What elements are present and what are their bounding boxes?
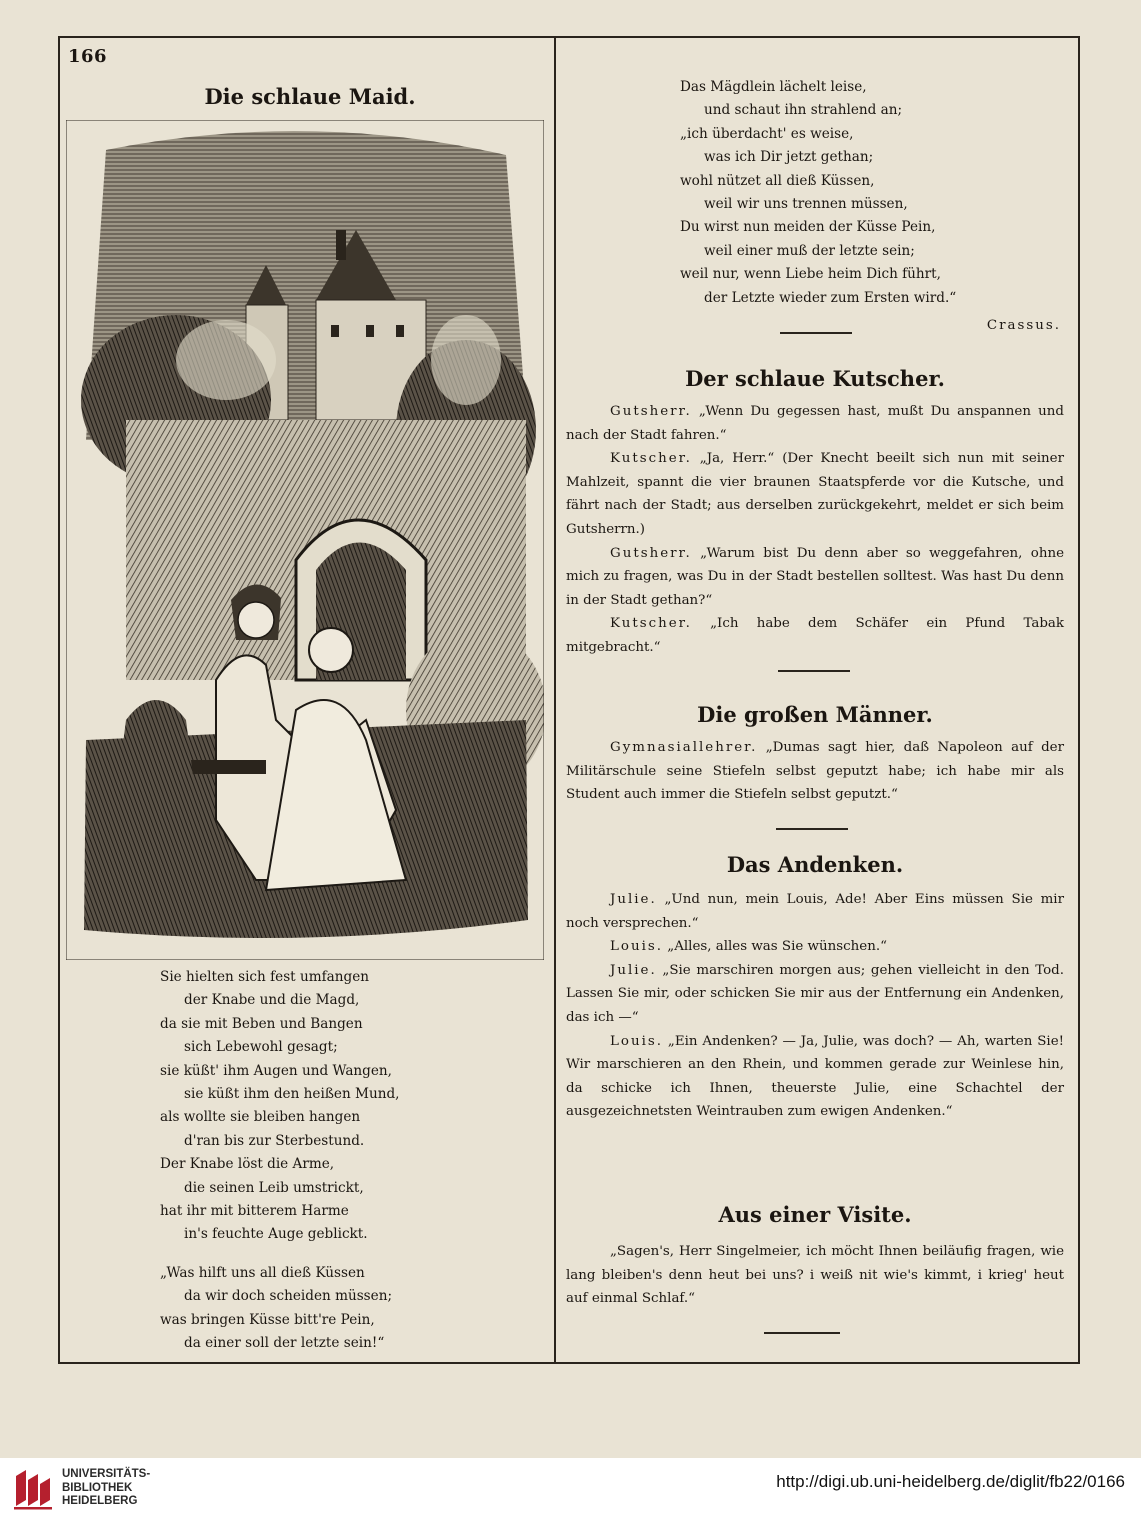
verse-line: sie küßt' ihm Augen und Wangen, — [160, 1062, 392, 1079]
verse-line: weil einer muß der letzte sein; — [704, 242, 915, 259]
verse-line: als wollte sie bleiben hangen — [160, 1109, 361, 1126]
dialogue-paragraph — [566, 447, 1064, 541]
poem-stanza-3 — [680, 76, 956, 310]
left-rule — [58, 36, 60, 1363]
dialogue-paragraph — [566, 400, 1064, 447]
library-name-line: BIBLIOTHEK — [62, 1481, 133, 1494]
verse-line: Sie hielten sich fest umfangen — [160, 969, 369, 985]
verse-line: die seinen Leib umstrickt, — [184, 1179, 364, 1196]
verse-line: hat ihr mit bitterem Harme — [160, 1203, 349, 1220]
source-url-link[interactable]: http://digi.ub.uni-heidelberg.de/diglit/fb22/0166 — [776, 1472, 1125, 1491]
verse-line: d'ran bis zur Sterbestund. — [184, 1132, 365, 1149]
dialogue-text: „Alles, alles was Sie wünschen.“ — [667, 939, 887, 955]
dialogue-text: „Ein Andenken? — Ja, Julie, was doch? — Ah, warten Sie! Wir marschieren an den Rhein, und kommen gerade zur Weinlese hin, da schicke ich Ihnen, theuerste Julie, eine Schachtel der ausgezeichnetsten Weintrauben zum ewigen Andenken.“ — [566, 1033, 1064, 1120]
section-title-maenner: Die großen Männer. — [697, 702, 933, 727]
verse-line: wohl nützet all dieß Küssen, — [680, 172, 875, 189]
section-body-kutscher — [566, 400, 1064, 660]
bottom-rule — [58, 1362, 1080, 1364]
section-title-visite: Aus einer Visite. — [718, 1202, 912, 1227]
dialogue-paragraph — [566, 736, 1064, 807]
column-divider — [554, 36, 556, 1363]
speaker-label: Louis. — [610, 939, 663, 955]
library-name-line: HEIDELBERG — [62, 1495, 138, 1507]
poem-stanza-1 — [160, 966, 399, 1247]
library-footer — [0, 1458, 1141, 1539]
dialogue-paragraph — [566, 935, 1064, 959]
separator-rule — [764, 1332, 840, 1334]
separator-rule — [778, 670, 850, 672]
dialogue-paragraph — [566, 1030, 1064, 1124]
dialogue-text: „Wenn Du gegessen hast, mußt Du anspannen und nach der Stadt fahren.“ — [566, 404, 1064, 443]
dialogue-paragraph — [566, 542, 1064, 613]
poem-stanza-2 — [160, 1262, 392, 1356]
verse-line: „ich überdacht' es weise, — [680, 125, 854, 142]
dialogue-text: „Und nun, mein Louis, Ade! Aber Eins müssen Sie mir noch versprechen.“ — [566, 892, 1064, 931]
verse-line: „Was hilft uns all dieß Küssen — [160, 1265, 365, 1281]
speaker-label: Julie. — [610, 892, 657, 907]
dialogue-text: „Warum bist Du denn aber so weggefahren, ohne mich zu fragen, was Du in der Stadt bestellen solltest. Was hast Du denn in der Stadt gethan?“ — [566, 545, 1065, 608]
university-library-logo-icon — [10, 1466, 56, 1512]
dialogue-paragraph — [566, 612, 1064, 659]
verse-line: was bringen Küsse bitt're Pein, — [160, 1311, 375, 1328]
dialogue-paragraph — [566, 959, 1064, 1030]
verse-line: in's feuchte Auge geblickt. — [184, 1226, 368, 1243]
verse-line: der Letzte wieder zum Ersten wird.“ — [704, 289, 957, 306]
dialogue-text: „Sie marschiren morgen aus; gehen vielleicht in den Tod. Lassen Sie mir, oder schicken Sie mir aus der Entfernung ein Andenken, das ich —“ — [566, 962, 1064, 1025]
dialogue-paragraph: „Sagen's, Herr Singelmeier, ich möcht Ihnen beiläufig fragen, wie lang bleiben's denn heut bei uns? i weiß nit wie's kimmt, i krieg' heut auf einmal Schlaf.“ — [566, 1244, 1064, 1307]
verse-line: da sie mit Beben und Bangen — [160, 1015, 363, 1032]
top-rule — [58, 36, 1080, 38]
verse-line: was ich Dir jetzt gethan; — [704, 149, 874, 166]
speaker-label: Louis. — [610, 1033, 663, 1049]
right-rule — [1078, 36, 1080, 1363]
section-body-visite — [566, 1240, 1064, 1311]
section-body-maenner — [566, 736, 1064, 807]
verse-line: Du wirst nun meiden der Küsse Pein, — [680, 219, 936, 236]
verse-line: sich Lebewohl gesagt; — [184, 1039, 338, 1056]
speaker-label: Gutsherr. — [610, 545, 692, 561]
poem-title: Die schlaue Maid. — [204, 84, 416, 109]
verse-line: da einer soll der letzte sein!“ — [184, 1335, 385, 1352]
section-title-andenken: Das Andenken. — [726, 852, 904, 877]
dialogue-text: „Ich habe dem Schäfer ein Pfund Tabak mitgebracht.“ — [566, 616, 1064, 655]
page-number: 166 — [68, 46, 108, 67]
verse-line: Das Mägdlein lächelt leise, — [680, 79, 867, 95]
separator-rule — [776, 828, 848, 830]
section-title-kutscher: Der schlaue Kutscher. — [685, 366, 945, 391]
engraving-illustration — [66, 120, 544, 960]
speaker-label: Kutscher. — [610, 616, 692, 632]
speaker-label: Gymnasiallehrer. — [610, 740, 758, 755]
verse-line: Der Knabe löst die Arme, — [160, 1156, 335, 1173]
library-name — [62, 1468, 150, 1509]
speaker-label: Kutscher. — [610, 451, 692, 467]
separator-rule — [780, 332, 852, 334]
dialogue-paragraph — [566, 888, 1064, 935]
speaker-label: Julie. — [610, 962, 657, 978]
speaker-label: Gutsherr. — [610, 404, 692, 419]
verse-line: und schaut ihn strahlend an; — [704, 102, 903, 119]
verse-line: der Knabe und die Magd, — [184, 992, 360, 1009]
author-signature: Crassus. — [986, 318, 1061, 333]
verse-line: weil wir uns trennen müssen, — [704, 196, 908, 213]
dialogue-text: „Ja, Herr.“ (Der Knecht beeilt sich nun mit seiner Mahlzeit, spannt die vier braunen Staatspferde vor die Kutsche, und fährt nach der Stadt; aus derselben zurückgekehrt, meldet er sich beim Gutsherrn.) — [566, 451, 1064, 537]
section-body-andenken — [566, 888, 1064, 1124]
verse-line: sie küßt ihm den heißen Mund, — [184, 1086, 400, 1103]
library-name-line: UNIVERSITÄTS- — [62, 1468, 151, 1480]
verse-line: weil nur, wenn Liebe heim Dich führt, — [680, 266, 941, 283]
dialogue-text: „Dumas sagt hier, daß Napoleon auf der Militärschule seine Stiefeln selbst geputzt habe; ich habe mir als Student auch immer die Stiefeln selbst geputzt.“ — [566, 740, 1064, 803]
verse-line: da wir doch scheiden müssen; — [184, 1288, 393, 1305]
